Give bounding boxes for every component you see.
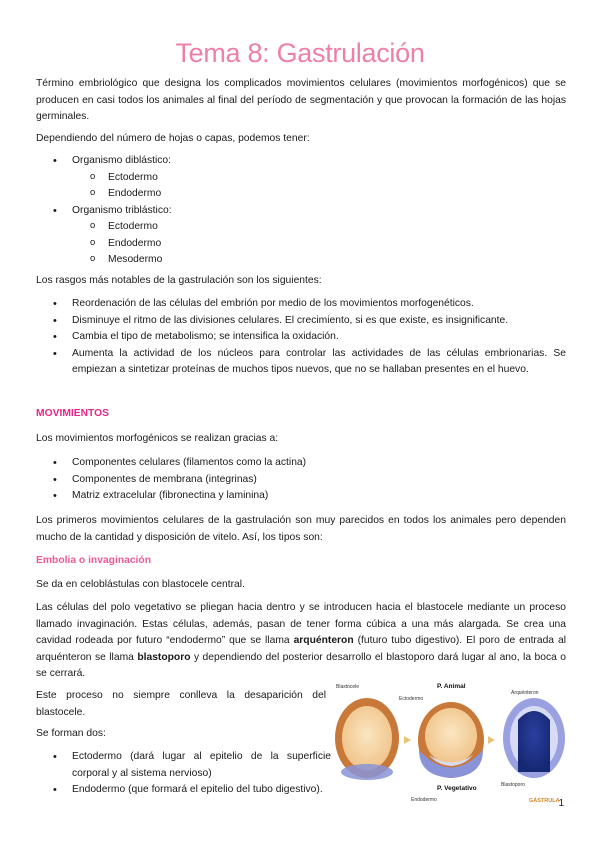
list-item: • Organismo triblástico: xyxy=(36,203,566,220)
label-blastocele: Blastocele xyxy=(336,684,360,690)
label-arquenteron: Arquénteron xyxy=(511,690,539,696)
label-gastrula: GÁSTRULA xyxy=(529,798,560,804)
page-title: Tema 8: Gastrulación xyxy=(175,38,425,68)
gastrula-stage xyxy=(503,698,565,778)
arrow-right-icon xyxy=(404,736,411,744)
features-intro: Los rasgos más notables de la gastrulación son los siguientes: xyxy=(36,275,322,286)
label-blastoporo: Blastoporo xyxy=(501,782,525,788)
list-item: • Componentes de membrana (integrinas) xyxy=(36,472,566,489)
gastrulation-figure xyxy=(333,680,570,806)
term-blastoporo: blastoporo xyxy=(137,651,191,663)
subheading-embolia: Embolia o invaginación xyxy=(36,555,152,566)
label-endodermo: Endodermo xyxy=(411,797,437,803)
layers-intro: Dependiendo del número de hojas o capas, podemos tener: xyxy=(36,133,310,144)
label-p-vegetativo: P. Vegetativo xyxy=(437,785,477,792)
page-number: 1 xyxy=(558,798,564,809)
list-item: • Componentes celulares (filamentos como la actina) xyxy=(36,455,566,472)
list-item: o Ectodermo xyxy=(36,170,566,187)
text-run: Las células del polo vegetativo se pliegan hacia dentro y se introducen hacia el blastocele mediante un proceso llamado invaginación. Estas células, además, pasan de tener forma cúbica a una más alargada. Se crea una cavidad rodeada por futuro “endodermo” que se llama xyxy=(36,602,566,646)
embolia-paragraph-4: Se forman dos: xyxy=(36,728,106,739)
formed-list xyxy=(36,749,331,799)
intro-paragraph: Término embriológico que designa los complicados movimientos celulares (movimientos morfogénicos) que se producen en casi todos los animales al final del período de segmentación y que provocan la formación de las hojas germinales. xyxy=(36,78,566,122)
invagination-stage xyxy=(418,702,484,778)
list-item: o Ectodermo xyxy=(36,219,566,236)
label-ectodermo: Ectodermo xyxy=(399,696,424,702)
list-item: o Endodermo xyxy=(36,186,566,203)
list-item: • Cambia el tipo de metabolismo; se intensifica la oxidación. xyxy=(36,329,566,346)
arrow-right-icon xyxy=(488,736,495,744)
list-item: o Endodermo xyxy=(36,236,566,253)
layers-list xyxy=(36,153,566,269)
list-item: • Disminuye el ritmo de las divisiones celulares. El crecimiento, si es que existe, es insignificante. xyxy=(36,313,566,330)
section-heading-movimientos: MOVIMIENTOS xyxy=(36,408,110,419)
text-run: (futuro tubo digestivo). El poro de entrada al arquénteron se llama xyxy=(36,635,566,663)
movements-types-paragraph: Los primeros movimientos celulares de la gastrulación son muy parecidos en todos los animales pero dependen mucho de la cantidad y disposición de vitelo. Así, los tipos son: xyxy=(36,515,566,543)
blastocele-cavity xyxy=(425,708,477,764)
blastocele-cavity xyxy=(342,706,392,770)
embolia-paragraph-1: Se da en celoblástulas con blastocele central. xyxy=(36,579,245,590)
list-item: • Aumenta la actividad de los núcleos para controlar las actividades de las células embrionarias. Se empiezan a sintetizar proteínas de muchos tipos nuevos, que no se hallaban presentes en el huevo. xyxy=(36,346,566,379)
list-item: • Matriz extracelular (fibronectina y laminina) xyxy=(36,488,566,505)
text-run: y dependiendo del posterior desarrollo el blastoporo dará lugar al ano, la boca o se cerrará. xyxy=(36,651,566,679)
term-arquenteron: arquénteron xyxy=(293,635,354,646)
list-item: • Endodermo (que formará el epitelio del tubo digestivo). xyxy=(36,782,331,799)
list-item: • Ectodermo (dará lugar al epitelio de la superficie corporal y al sistema nervioso) xyxy=(36,749,331,782)
features-list xyxy=(36,296,566,379)
embolia-paragraph-2 xyxy=(36,600,566,683)
embolia-paragraph-3: Este proceso no siempre conlleva la desaparición del blastocele. xyxy=(36,690,326,718)
archenteron-cavity xyxy=(518,711,550,772)
vegetal-cells xyxy=(341,764,393,780)
movements-intro: Los movimientos morfogénicos se realizan gracias a: xyxy=(36,433,279,444)
label-p-animal: P. Animal xyxy=(437,683,466,690)
list-item: • Organismo diblástico: xyxy=(36,153,566,170)
list-item: • Reordenación de las células del embrión por medio de los movimientos morfogenéticos. xyxy=(36,296,566,313)
list-item: o Mesodermo xyxy=(36,252,566,269)
movements-list xyxy=(36,455,566,505)
blastula-stage xyxy=(335,698,399,780)
